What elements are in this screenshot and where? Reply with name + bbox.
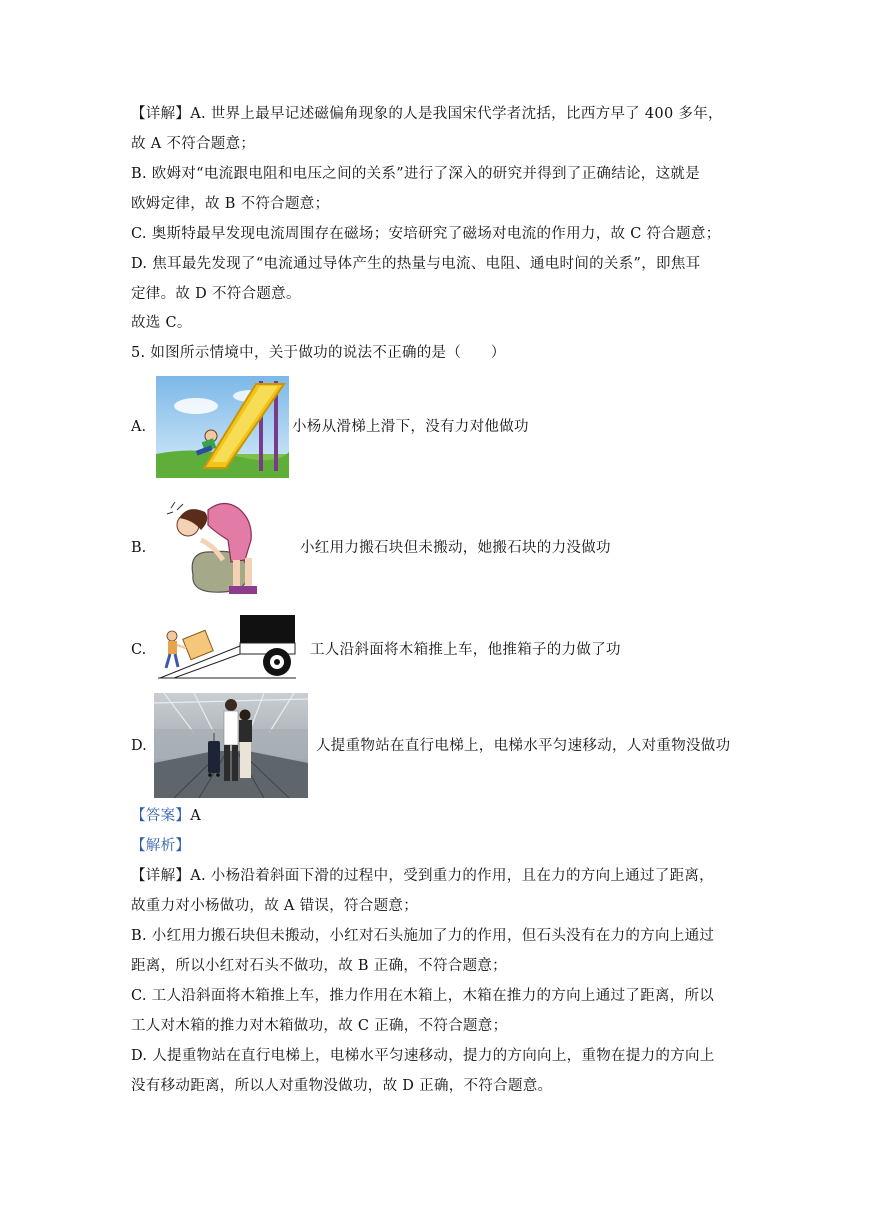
option-c-letter: C.	[131, 642, 147, 658]
option-c-image	[156, 612, 299, 682]
option-b-letter: B.	[131, 540, 147, 556]
option-d-text: 人提重物站在直行电梯上，电梯水平匀速移动，人对重物没做功	[316, 738, 731, 754]
detail-line-8: 没有移动距离，所以人对重物没做功，故 D 正确，不符合题意。	[131, 1078, 553, 1094]
prev-detail-line-4: 欧姆定律，故 B 不符合题意；	[131, 196, 330, 212]
detail-line-1: 【详解】A. 小杨沿着斜面下滑的过程中，受到重力的作用，且在力的方向上通过了距离，	[131, 868, 714, 884]
option-d-letter: D.	[131, 738, 147, 754]
prev-detail-line-6: D. 焦耳最先发现了“电流通过导体产生的热量与电流、电阻、通电时间的关系”，即焦耳	[131, 256, 701, 272]
option-a-letter: A.	[131, 419, 147, 435]
prev-detail-line-8: 故选 C。	[131, 315, 192, 331]
prev-detail-line-1: 【详解】A. 世界上最早记述磁偏角现象的人是我国宋代学者沈括，比西方早了 400 多年，	[131, 106, 723, 122]
prev-detail-line-2: 故 A 不符合题意；	[131, 136, 256, 152]
analysis-label: 【解析】	[131, 838, 191, 854]
option-b-text: 小红用力搬石块但未搬动，她搬石块的力没做功	[300, 540, 611, 556]
option-a-image	[156, 376, 289, 478]
option-c-text: 工人沿斜面将木箱推上车，他推箱子的力做了功	[310, 642, 621, 658]
option-d-image	[154, 693, 308, 798]
answer-label: 【答案】	[131, 808, 191, 824]
detail-line-3: B. 小红用力搬石块但未搬动，小红对石头施加了力的作用，但石头没有在力的方向上通过	[131, 928, 715, 944]
answer-line	[131, 806, 201, 826]
question-stem: 5. 如图所示情境中，关于做功的说法不正确的是（ ）	[131, 345, 506, 361]
detail-line-6: 工人对木箱的推力对木箱做功，故 C 正确，不符合题意；	[131, 1018, 508, 1034]
prev-detail-line-5: C. 奥斯特最早发现电流周围存在磁场；安培研究了磁场对电流的作用力，故 C 符合题意；	[131, 226, 721, 242]
detail-line-5: C. 工人沿斜面将木箱推上车，推力作用在木箱上，木箱在推力的方向上通过了距离，所以	[131, 988, 715, 1004]
prev-detail-line-7: 定律。故 D 不符合题意。	[131, 286, 301, 302]
option-b-image	[153, 490, 293, 602]
detail-line-7: D. 人提重物站在直行电梯上，电梯水平匀速移动，提力的方向向上，重物在提力的方向上	[131, 1048, 715, 1064]
prev-detail-line-3: B. 欧姆对“电流跟电阻和电压之间的关系”进行了深入的研究并得到了正确结论，这就是	[131, 166, 700, 182]
answer-value: A	[190, 808, 201, 824]
detail-line-2: 故重力对小杨做功，故 A 错误，符合题意；	[131, 898, 418, 914]
option-a-text: 小杨从滑梯上滑下，没有力对他做功	[292, 419, 529, 435]
detail-line-4: 距离，所以小红对石头不做功，故 B 正确，不符合题意；	[131, 958, 507, 974]
